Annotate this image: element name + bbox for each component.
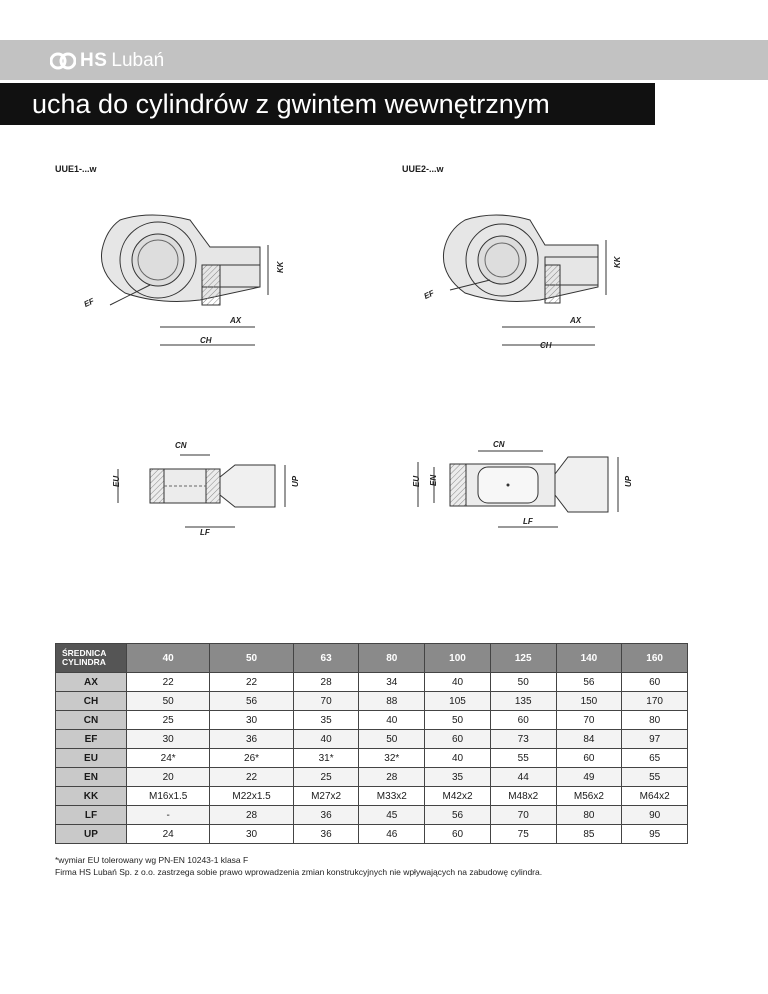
dim-ef: EF xyxy=(82,296,96,309)
table-cell: 170 xyxy=(622,692,688,711)
table-cell: 26* xyxy=(210,749,293,768)
table-cell: 84 xyxy=(556,730,622,749)
table-cell: 25 xyxy=(127,711,210,730)
footnote-disclaimer: Firma HS Lubań Sp. z o.o. zastrzega sobie prawo wprowadzenia zmian konstrukcyjnych nie wpływających na zabudowę cylindra. xyxy=(55,867,543,877)
table-cell: 85 xyxy=(556,825,622,844)
table-row xyxy=(56,806,688,825)
table-cell: M48x2 xyxy=(490,787,556,806)
table-cell: 90 xyxy=(622,806,688,825)
table-cell: 60 xyxy=(490,711,556,730)
table-cell: 49 xyxy=(556,768,622,787)
row-label: AX xyxy=(56,673,127,692)
dim-lf: LF xyxy=(200,528,210,537)
dim-ax: AX xyxy=(570,316,582,325)
dimensions-table xyxy=(55,643,688,844)
table-cell: 40 xyxy=(425,673,491,692)
table-cell: 28 xyxy=(359,768,425,787)
table-cell: 30 xyxy=(210,825,293,844)
dim-up: UP xyxy=(291,475,300,487)
corner-line-2: CYLINDRA xyxy=(62,657,106,667)
table-cell: 34 xyxy=(359,673,425,692)
dim-eu: EU xyxy=(112,475,121,487)
row-label: LF xyxy=(56,806,127,825)
row-label: CH xyxy=(56,692,127,711)
table-cell: 70 xyxy=(490,806,556,825)
table-row xyxy=(56,749,688,768)
table-cell: 95 xyxy=(622,825,688,844)
table-cell: 32* xyxy=(359,749,425,768)
table-cell: 35 xyxy=(425,768,491,787)
table-cell: 80 xyxy=(622,711,688,730)
table-cell: M33x2 xyxy=(359,787,425,806)
table-column-header: 140 xyxy=(556,644,622,673)
table-cell: M42x2 xyxy=(425,787,491,806)
table-cell: 60 xyxy=(425,825,491,844)
drawing-uue2-top xyxy=(408,437,633,537)
table-cell: M22x1.5 xyxy=(210,787,293,806)
table-cell: 22 xyxy=(210,768,293,787)
table-cell: 50 xyxy=(490,673,556,692)
table-cell: 40 xyxy=(293,730,359,749)
dim-ef: EF xyxy=(422,288,436,301)
row-label: CN xyxy=(56,711,127,730)
table-cell: 20 xyxy=(127,768,210,787)
table-row xyxy=(56,787,688,806)
corner-line-1: ŚREDNICA xyxy=(62,648,107,658)
table-cell: 56 xyxy=(425,806,491,825)
table-cell: 60 xyxy=(622,673,688,692)
drawing-label-uue2: UUE2-...w xyxy=(402,164,444,174)
table-cell: 105 xyxy=(425,692,491,711)
brand-hs: HS xyxy=(80,50,108,71)
table-cell: M56x2 xyxy=(556,787,622,806)
table-cell: 97 xyxy=(622,730,688,749)
table-cell: 28 xyxy=(293,673,359,692)
row-label: EN xyxy=(56,768,127,787)
table-cell: 36 xyxy=(293,806,359,825)
table-cell: 88 xyxy=(359,692,425,711)
page-title: ucha do cylindrów z gwintem wewnętrznym xyxy=(32,89,550,119)
table-cell: 70 xyxy=(556,711,622,730)
dim-ch: CH xyxy=(200,336,212,345)
table-cell: 50 xyxy=(127,692,210,711)
dim-en: EN xyxy=(429,474,438,486)
dim-kk: KK xyxy=(276,261,285,273)
brand-logo xyxy=(50,50,164,72)
table-cell: 35 xyxy=(293,711,359,730)
table-column-header: 160 xyxy=(622,644,688,673)
table-cell: 30 xyxy=(210,711,293,730)
drawing-uue2-side xyxy=(420,205,630,355)
footnote-tolerance: *wymiar EU tolerowany wg PN-EN 10243-1 klasa F xyxy=(55,855,249,865)
table-cell: M64x2 xyxy=(622,787,688,806)
row-label: KK xyxy=(56,787,127,806)
dim-kk: KK xyxy=(613,256,622,268)
dim-lf: LF xyxy=(523,517,533,526)
dim-cn: CN xyxy=(175,441,187,450)
table-cell: 22 xyxy=(127,673,210,692)
table-column-header: 63 xyxy=(293,644,359,673)
dim-eu: EU xyxy=(412,475,421,487)
row-label: EF xyxy=(56,730,127,749)
table-cell: 50 xyxy=(359,730,425,749)
table-cell: 22 xyxy=(210,673,293,692)
table-cell: 65 xyxy=(622,749,688,768)
brand-name: Lubań xyxy=(111,50,165,71)
hs-logo-icon xyxy=(50,51,76,71)
table-cell: 40 xyxy=(425,749,491,768)
table-cell: 73 xyxy=(490,730,556,749)
dim-ax: AX xyxy=(230,316,242,325)
table-column-header: 50 xyxy=(210,644,293,673)
table-cell: 44 xyxy=(490,768,556,787)
table-cell: 56 xyxy=(210,692,293,711)
dim-cn: CN xyxy=(493,440,505,449)
table-column-header: 80 xyxy=(359,644,425,673)
table-cell: 60 xyxy=(556,749,622,768)
row-label: UP xyxy=(56,825,127,844)
table-cell: 46 xyxy=(359,825,425,844)
table-row xyxy=(56,673,688,692)
row-label: EU xyxy=(56,749,127,768)
table-cell: 60 xyxy=(425,730,491,749)
table-column-header: 40 xyxy=(127,644,210,673)
table-corner-header xyxy=(56,644,127,673)
table-cell: 75 xyxy=(490,825,556,844)
table-cell: 31* xyxy=(293,749,359,768)
table-cell: 80 xyxy=(556,806,622,825)
table-cell: 135 xyxy=(490,692,556,711)
table-cell: 24* xyxy=(127,749,210,768)
table-row xyxy=(56,711,688,730)
table-cell: M27x2 xyxy=(293,787,359,806)
dim-ch: CH xyxy=(540,341,552,350)
table-cell: 30 xyxy=(127,730,210,749)
table-cell: 40 xyxy=(359,711,425,730)
table-cell: 24 xyxy=(127,825,210,844)
dim-up: UP xyxy=(624,475,633,487)
table-cell: - xyxy=(127,806,210,825)
table-cell: 55 xyxy=(622,768,688,787)
drawing-label-uue1: UUE1-...w xyxy=(55,164,97,174)
drawing-uue1-side xyxy=(80,205,295,355)
table-row xyxy=(56,692,688,711)
drawing-uue1-top xyxy=(100,437,310,537)
table-row xyxy=(56,825,688,844)
table-row xyxy=(56,768,688,787)
table-cell: M16x1.5 xyxy=(127,787,210,806)
table-cell: 45 xyxy=(359,806,425,825)
table-cell: 25 xyxy=(293,768,359,787)
table-cell: 150 xyxy=(556,692,622,711)
table-column-header: 100 xyxy=(425,644,491,673)
table-cell: 36 xyxy=(210,730,293,749)
table-cell: 70 xyxy=(293,692,359,711)
footnotes xyxy=(55,854,542,878)
table-cell: 50 xyxy=(425,711,491,730)
table-cell: 56 xyxy=(556,673,622,692)
table-row xyxy=(56,730,688,749)
table-cell: 28 xyxy=(210,806,293,825)
table-header-row xyxy=(56,644,688,673)
table-cell: 36 xyxy=(293,825,359,844)
table-cell: 55 xyxy=(490,749,556,768)
table-column-header: 125 xyxy=(490,644,556,673)
